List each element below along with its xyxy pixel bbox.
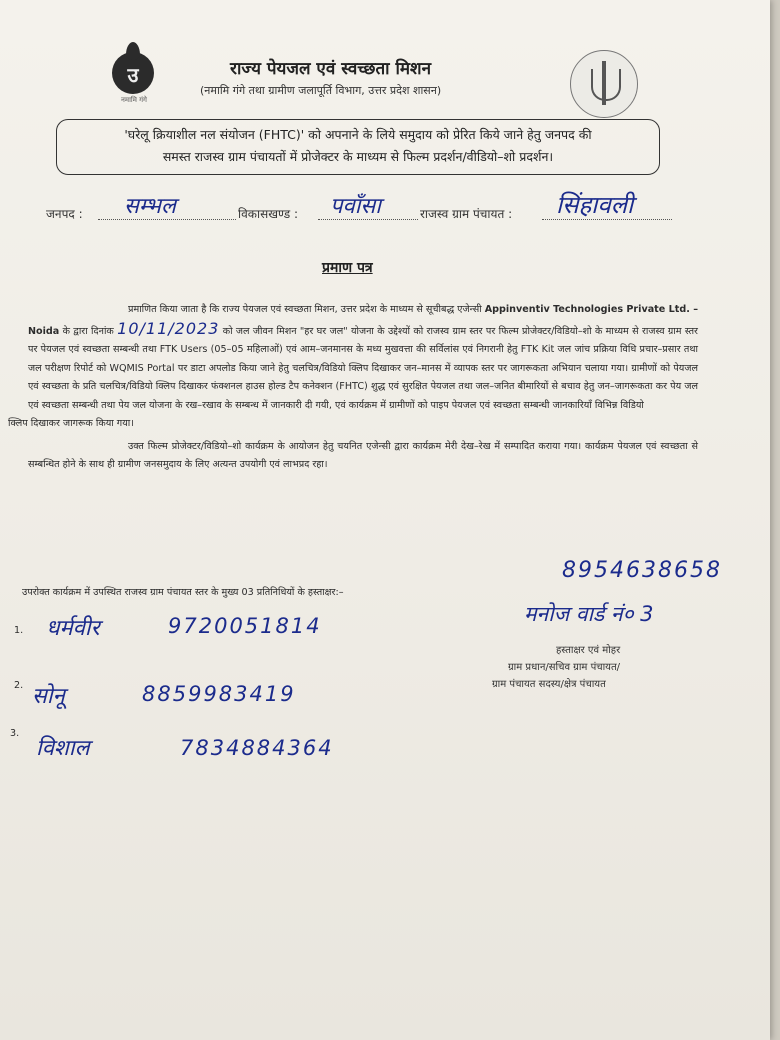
para1-rest: को जल जीवन मिशन "हर घर जल" योजना के उद्देश्यों को राजस्व ग्राम स्तर पर फिल्म प्रोजेक्टर/विडियो–शो के माध्यम से राजस्व ग्राम स्तर पर पेयजल एवं स्वच्छता सम्बन्धी तथा FTK Users (05–05 महिलाओं) एवं आम–जनमानस के मध्य मुखवत्ता की सर्विलांस एवं निगरानी हेतु FTK Kit जल जांच प्रक्रिया विधि प्रचार–प्रसार तथा जल परीक्षण रिपोर्ट को WQMIS Portal पर डाटा अपलोड किया जाने हेतु चलचित्र/विडियो क्लिप दिखाकर जन–मानस में व्यापक स्तर पर जागरूकता अभियान चलाया गया। ग्रामीणों को पेयजल एवं स्वच्छता के प्रति चलचित्र/विडियो क्लिप दिखाकर फंक्शनल हाउस होल्ड टैप कनेक्शन (FHTC) शुद्ध एवं सुरक्षित पेयजल तथा जल–जनित बीमारियों से बचाव हेतु जन–जागरूकता कर पेय जल एवं स्वच्छता सम्बन्धी तथा पेय जल योजना के रख–रखाव के सम्बन्ध में जानकारी दी गयी, एवं कार्यक्रम में ग्रामीणों को पाइप पेयजल एवं स्वच्छता सम्बन्धी जानकारियाँ विभिन्न विडियो <box>28 325 698 411</box>
signatory-name: मनोज वार्ड नं० 3 <box>524 602 654 626</box>
signatory-phone: 8954638658 <box>562 558 722 583</box>
panchayat-label: राजस्व ग्राम पंचायत : <box>420 207 513 221</box>
certificate-paragraph-1 <box>28 301 698 415</box>
rep-name-3: विशाल <box>36 736 90 761</box>
rep-number-2: 2. <box>14 680 24 691</box>
state-seal-icon <box>570 50 638 118</box>
banner-line-2: समस्त राजस्व ग्राम पंचायतों में प्रोजेक्टर के माध्यम से फिल्म प्रदर्शन/वीडियो–शो प्रदर्शन। <box>162 149 554 164</box>
banner-line-1: 'घरेलू क्रियाशील नल संयोजन (FHTC)' को अपनाने के लिये समुदाय को प्रेरित किये जाने हेतु जनपद की <box>124 127 592 142</box>
signatory-caption-2: ग्राम प्रधान/सचिव ग्राम पंचायत/ <box>508 662 621 673</box>
district-label: जनपद : <box>46 207 83 221</box>
rep-name-2: सोनू <box>32 684 65 709</box>
document-subtitle: (नमामि गंगे तथा ग्रामीण जलापूर्ति विभाग, उत्तर प्रदेश शासन) <box>200 84 442 97</box>
signatory-caption-1: हस्ताक्षर एवं मोहर <box>556 645 621 656</box>
logo-caption: नमामि गंगे <box>121 96 147 104</box>
rep-phone-3: 7834884364 <box>180 736 334 760</box>
mission-logo-icon: उ <box>112 52 154 94</box>
certificate-title: प्रमाण पत्र <box>322 260 373 276</box>
certificate-paragraph-2: उक्त फिल्म प्रोजेक्टर/विडियो–शो कार्यक्रम के आयोजन हेतु चयनित एजेन्सी द्वारा कार्यक्रम मेरी देख–रेख में सम्पादित कराया गया। कार्यक्रम पेयजल एवं स्वच्छता से सम्बन्धित होने के साथ ही ग्रामीण जनसमुदाय के लिए अत्यन्त उपयोगी एवं लाभप्रद रहा। <box>28 440 698 470</box>
rep-phone-2: 8859983419 <box>142 682 296 706</box>
signatory-caption-3: ग्राम पंचायत सदस्य/क्षेत्र पंचायत <box>492 679 606 690</box>
rep-name-1: धर्मवीर <box>46 616 100 641</box>
certificate-body <box>8 301 698 475</box>
document-title: राज्य पेयजल एवं स्वच्छता मिशन <box>230 59 432 79</box>
district-value: सम्भल <box>124 194 176 219</box>
representatives-intro: उपरोक्त कार्यक्रम में उपस्थित राजस्व ग्राम पंचायत स्तर के मुख्य 03 प्रतिनिधियों के हस्ताक्षर:– <box>22 587 344 598</box>
rep-phone-1: 9720051814 <box>168 614 322 638</box>
block-value: पवाँसा <box>330 194 381 219</box>
para1-end: क्लिप दिखाकर जागरूक किया गया। <box>8 418 134 429</box>
subject-banner <box>56 119 660 175</box>
para1-by-date: के द्वारा दिनांक <box>62 325 114 337</box>
agency-name: Appinventiv Technologies Private Ltd. – Noida <box>28 304 698 337</box>
panchayat-value: सिंहावली <box>556 191 634 219</box>
rep-number-1: 1. <box>14 625 24 636</box>
rep-number-3: 3. <box>10 728 20 739</box>
program-date: 10/11/2023 <box>117 318 220 338</box>
para1-start: प्रमाणित किया जाता है कि राज्य पेयजल एवं स्वच्छता मिशन, उत्तर प्रदेश के माध्यम से सूचीबद्ध एजेन्सी <box>128 304 482 315</box>
block-label: विकासखण्ड : <box>238 207 299 221</box>
